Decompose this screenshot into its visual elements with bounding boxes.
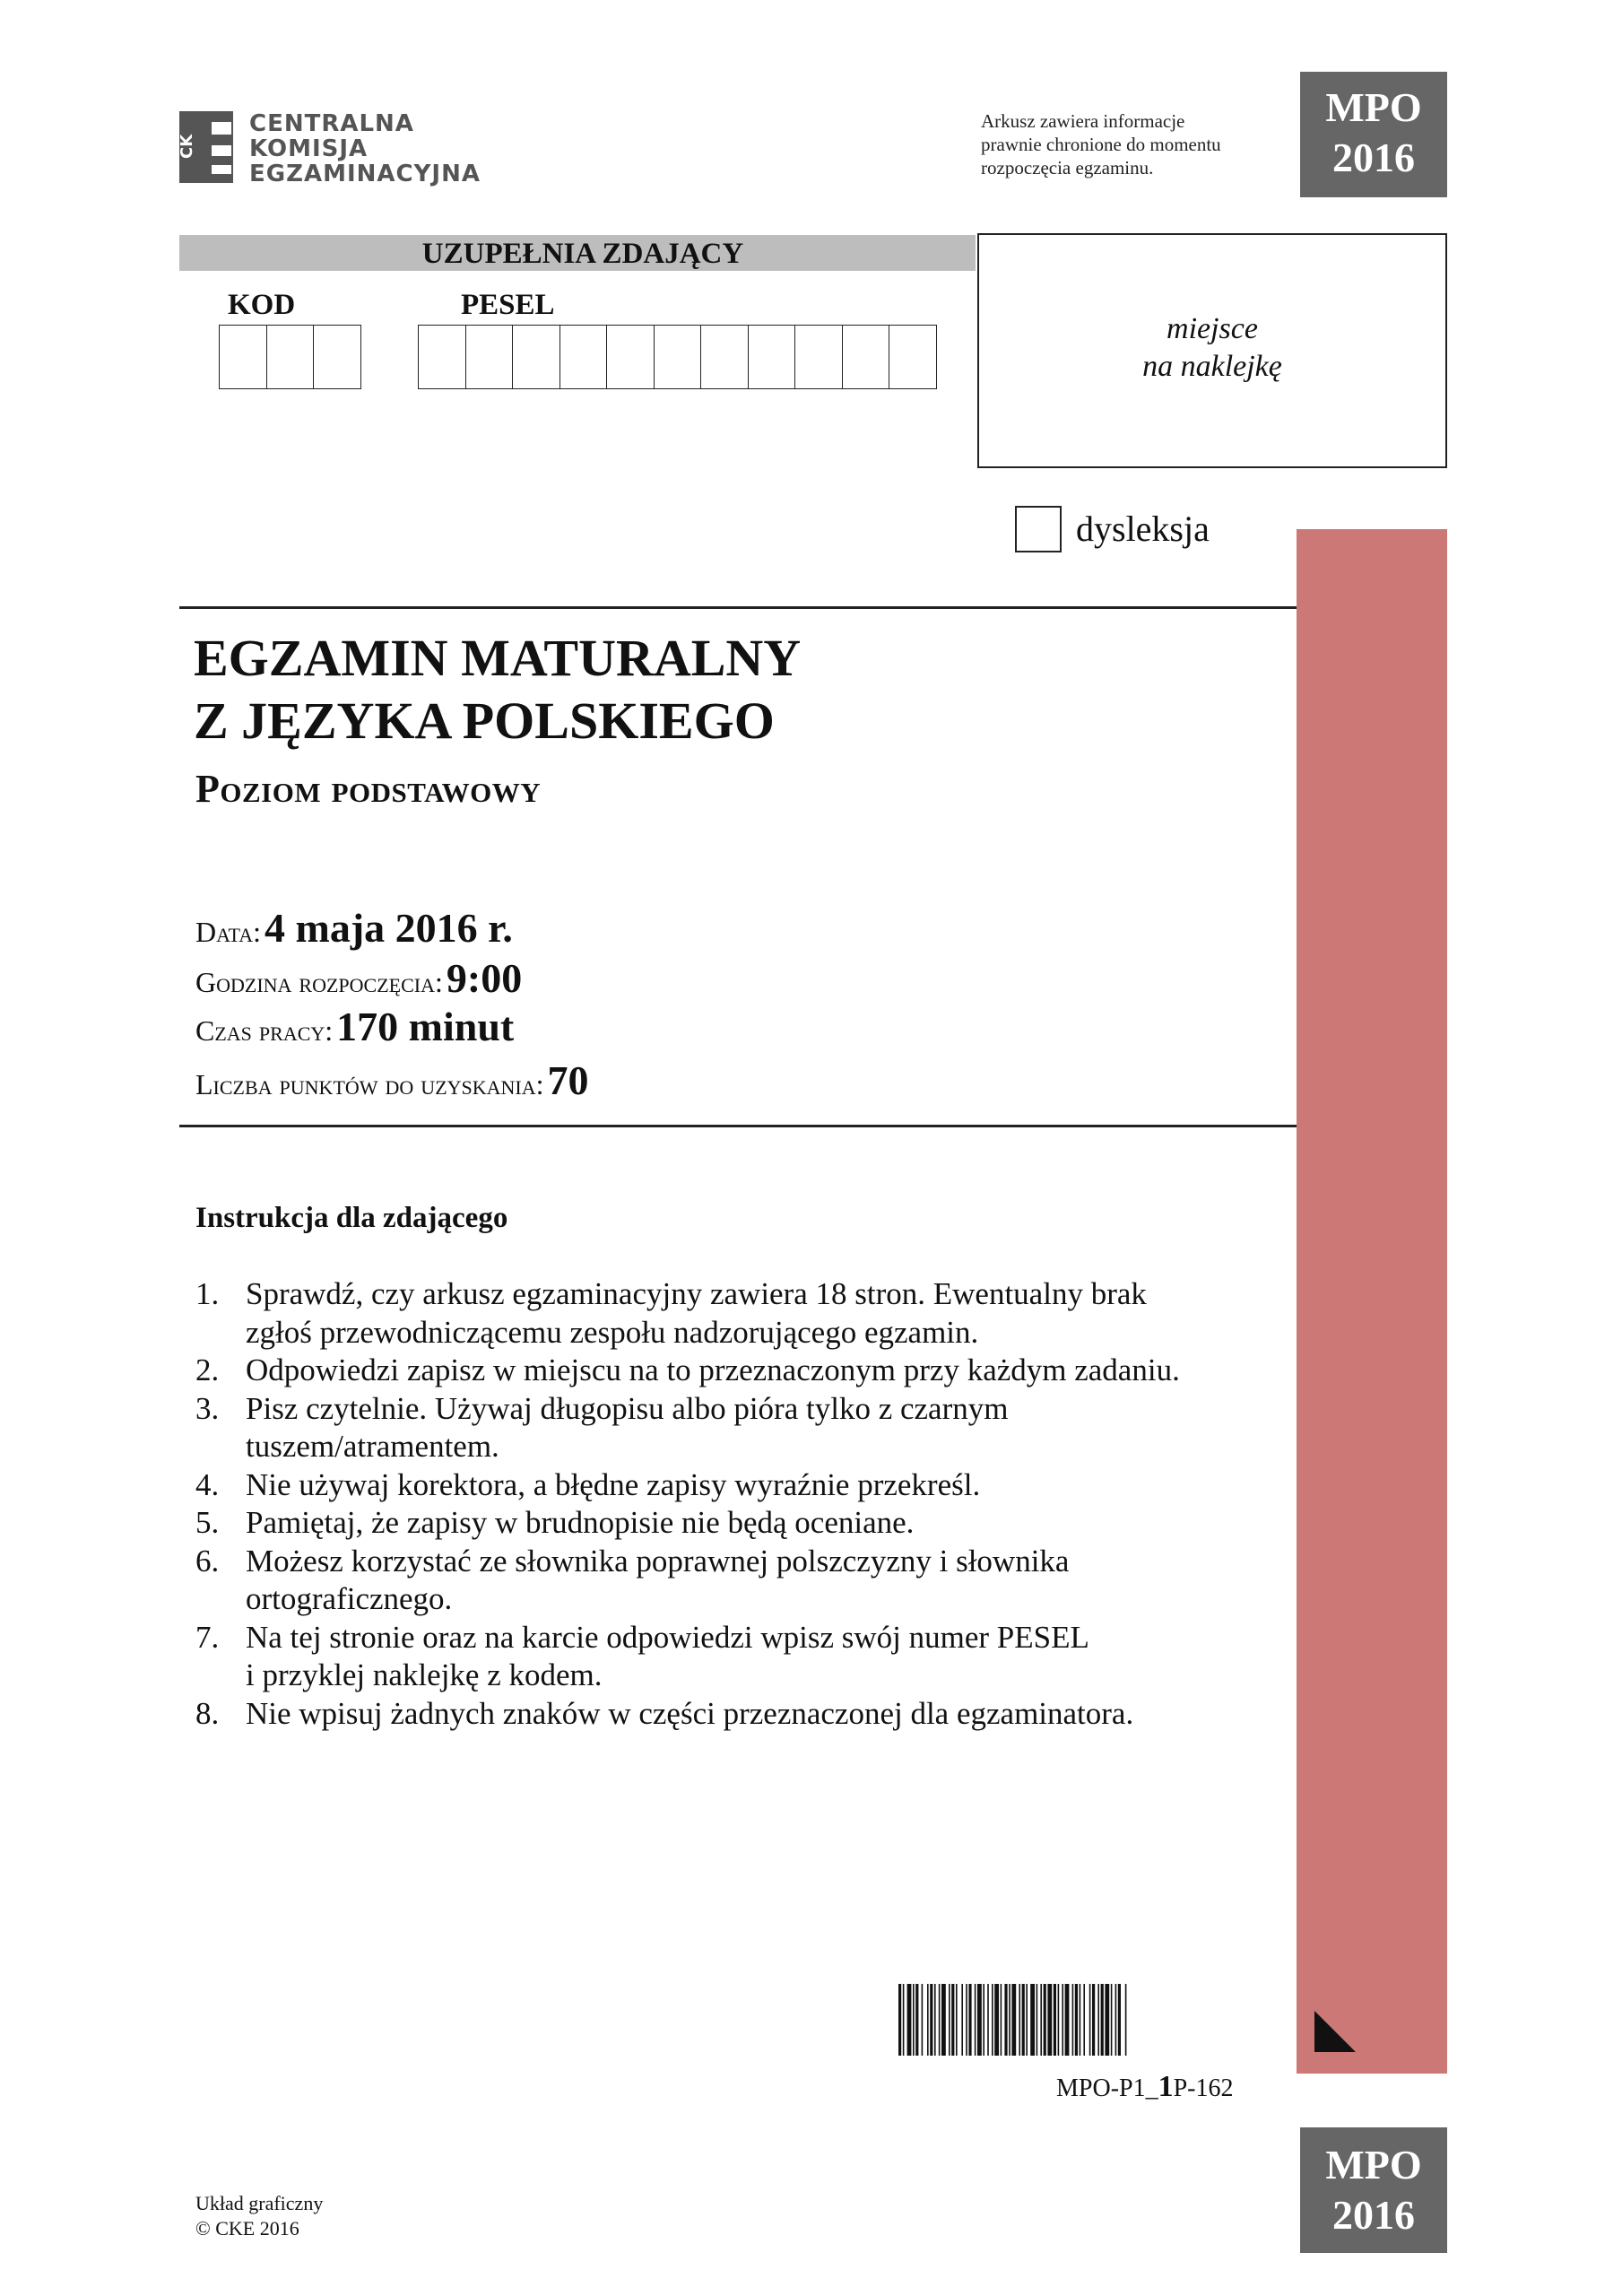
instruction-item: 8. Nie wpisuj żadnych znaków w części przeznaczonej dla egzaminatora. (195, 1695, 1134, 1731)
barcode-bar (1097, 1984, 1099, 2056)
duration-row (195, 1003, 514, 1050)
start-time-value: 9:00 (446, 955, 523, 1001)
exam-code-badge-bottom (1300, 2127, 1447, 2253)
footer (195, 2191, 323, 2241)
points-value: 70 (547, 1057, 589, 1103)
barcode-bold: 1 (1158, 2070, 1174, 2103)
barcode-bar (987, 1984, 989, 2056)
instruction-item: 1. Sprawdź, czy arkusz egzaminacyjny zawiera 18 stron. Ewentualny brak zgłoś przewodniczącemu zespołu nadzorującego egzamin. (195, 1276, 1147, 1350)
instruction-item: 2. Odpowiedzi zapisz w miejscu na to przeznaczonym przy każdym zadaniu. (195, 1352, 1180, 1387)
exam-level: Poziom podstawowy (195, 767, 542, 811)
barcode-bar (1044, 1984, 1046, 2056)
dyslexia-label: dysleksja (1076, 509, 1210, 549)
duration-label: Czas pracy: (195, 1014, 334, 1047)
barcode-bar (898, 1984, 901, 2056)
barcode-bar (941, 1984, 946, 2056)
barcode-bar (1047, 1984, 1052, 2056)
points-label: Liczba punktów do uzyskania: (195, 1068, 544, 1100)
barcode-prefix: MPO-P1_ (1056, 2074, 1158, 2102)
notice-line: prawnie chronione do momentu (981, 134, 1221, 155)
instruction-item: 6. Możesz korzystać ze słownika poprawnej polszczyzny i słownika ortograficznego. (195, 1543, 1070, 1616)
instruction-item: 4. Nie używaj korektora, a błędne zapisy wyraźnie przekreśl. (195, 1466, 981, 1502)
points-row (195, 1057, 589, 1104)
barcode-bar (903, 1984, 905, 2056)
instruction-item: 5. Pamiętaj, że zapisy w brudnopisie nie będą oceniane. (195, 1505, 915, 1540)
instruction-item: 3. Pisz czytelnie. Używaj długopisu albo pióra tylko z czarnym tuszem/atramentem. (195, 1390, 1009, 1464)
duration-value: 170 minut (336, 1004, 515, 1049)
logo-line: EGZAMINACYJNA (249, 161, 481, 187)
exam-code: MPO (1325, 84, 1422, 130)
barcode-bar (934, 1984, 936, 2056)
pesel-cell[interactable] (607, 326, 655, 388)
barcode-bar (1030, 1984, 1035, 2056)
exam-code: MPO (1325, 2142, 1422, 2187)
barcode-bar (1022, 1984, 1025, 2056)
barcode-bar (1083, 1984, 1085, 2056)
barcode-bar (1075, 1984, 1078, 2056)
logo-line: CENTRALNA (249, 110, 414, 137)
sticker-area (977, 233, 1447, 468)
barcode-bar (1011, 1984, 1016, 2056)
barcode-bar (930, 1984, 932, 2056)
barcode-suffix: P-162 (1173, 2074, 1234, 2102)
dyslexia-checkbox[interactable] (1015, 506, 1062, 552)
barcode-bar (1054, 1984, 1056, 2056)
barcode-bar (1089, 1984, 1091, 2056)
cke-logo-text (249, 111, 481, 187)
pesel-input-cells[interactable] (418, 325, 937, 389)
pesel-cell[interactable] (513, 326, 560, 388)
color-side-band (1297, 529, 1447, 2074)
divider (179, 606, 1297, 609)
start-time-label: Godzina rozpoczęcia: (195, 966, 443, 998)
exam-year: 2016 (1332, 135, 1415, 180)
sticker-line: miejsce (1167, 312, 1258, 345)
barcode-bar (907, 1984, 912, 2056)
barcode-bar (949, 1984, 950, 2056)
barcode-bar (1062, 1984, 1063, 2056)
pesel-cell[interactable] (749, 326, 796, 388)
kod-label: KOD (228, 289, 296, 321)
cke-logo-mark (179, 111, 233, 183)
barcode-bar (1040, 1984, 1042, 2056)
pesel-cell[interactable] (889, 326, 937, 388)
barcode-bar (913, 1984, 915, 2056)
date-label: Data: (195, 916, 262, 948)
barcode-bar (977, 1984, 982, 2056)
date-row (195, 904, 513, 952)
cke-logo-mark-text: CK (178, 134, 196, 159)
divider (179, 1125, 1297, 1127)
barcode-bar (1037, 1984, 1038, 2056)
barcode-bar (915, 1984, 918, 2056)
barcode-bar (992, 1984, 993, 2056)
exam-title: EGZAMIN MATURALNY (194, 629, 802, 687)
pesel-cell[interactable] (655, 326, 702, 388)
barcode-bar (1111, 1984, 1113, 2056)
barcode-bar (939, 1984, 941, 2056)
legal-notice (981, 109, 1277, 179)
barcode-bar (1001, 1984, 1002, 2056)
barcode-bar (1101, 1984, 1104, 2056)
barcode-bar (994, 1984, 999, 2056)
footer-line: Układ graficzny (195, 2192, 324, 2214)
barcode-bar (968, 1984, 971, 2056)
barcode-bar (922, 1984, 924, 2056)
barcode-bar (1115, 1984, 1117, 2056)
barcode-bar (1080, 1984, 1081, 2056)
pesel-cell[interactable] (419, 326, 466, 388)
barcode-bar (927, 1984, 929, 2056)
pesel-cell[interactable] (843, 326, 890, 388)
exam-subject: Z JĘZYKA POLSKIEGO (194, 691, 775, 750)
barcode-bar (1125, 1984, 1127, 2056)
pesel-cell[interactable] (466, 326, 514, 388)
barcode-bar (1105, 1984, 1109, 2056)
kod-cell[interactable] (267, 326, 315, 388)
barcode-bar (1072, 1984, 1074, 2056)
logo-line: KOMISJA (249, 135, 369, 162)
instructions-title: Instrukcja dla zdającego (195, 1202, 508, 1234)
barcode-bar (966, 1984, 967, 2056)
barcode-bar (951, 1984, 954, 2056)
kod-input-cells[interactable] (219, 325, 361, 389)
barcode-bar (1065, 1984, 1070, 2056)
sticker-line: na naklejkę (1142, 350, 1282, 383)
fill-in-title: UZUPEŁNIA ZDAJĄCY (421, 238, 744, 270)
barcode-bar (1092, 1984, 1095, 2056)
barcode-bar (983, 1984, 984, 2056)
barcode-bar (956, 1984, 958, 2056)
barcode-bar (1019, 1984, 1020, 2056)
barcode-bar (1058, 1984, 1060, 2056)
footer-line: © CKE 2016 (195, 2217, 299, 2239)
barcode-bar (1009, 1984, 1010, 2056)
barcode-bar (975, 1984, 976, 2056)
barcode-bar (1118, 1984, 1121, 2056)
pesel-cell[interactable] (560, 326, 608, 388)
barcode-label (1056, 2070, 1234, 2104)
kod-cell[interactable] (314, 326, 361, 388)
pesel-label: PESEL (461, 289, 555, 321)
notice-line: Arkusz zawiera informacje (981, 110, 1185, 132)
barcode-bar (961, 1984, 963, 2056)
notice-line: rozpoczęcia egzaminu. (981, 157, 1154, 178)
instructions-list (195, 1275, 1271, 1733)
barcode (898, 1984, 1255, 2056)
kod-cell[interactable] (220, 326, 267, 388)
barcode-bar (1026, 1984, 1028, 2056)
exam-code-badge-top (1300, 72, 1447, 197)
corner-triangle-icon (1314, 2011, 1356, 2052)
barcode-bar (1004, 1984, 1007, 2056)
pesel-cell[interactable] (701, 326, 749, 388)
instruction-item: 7. Na tej stronie oraz na karcie odpowiedzi wpisz swój numer PESEL i przyklej naklejkę z kodem. (195, 1619, 1089, 1692)
start-time-row (195, 954, 522, 1002)
pesel-cell[interactable] (795, 326, 843, 388)
date-value: 4 maja 2016 r. (265, 905, 513, 951)
exam-year: 2016 (1332, 2192, 1415, 2238)
